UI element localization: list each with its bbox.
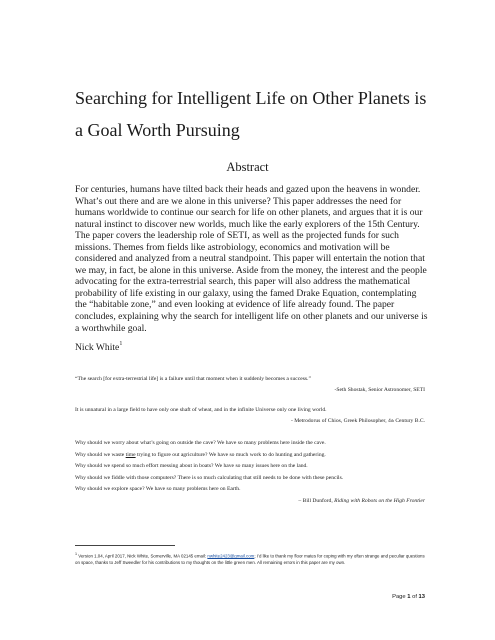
epigraph-attribution xyxy=(75,417,425,425)
question-line: Why should we fiddle with those computers? There is so much calculating that still needs to be done with these pencils. xyxy=(75,474,344,481)
footnote-mark: 1 xyxy=(75,552,78,556)
attribution-text-end: Century B.C. xyxy=(393,418,425,424)
author-name: Nick White xyxy=(75,342,120,353)
question-line: Why should we explore space? We have so many problems here on Earth. xyxy=(75,486,241,492)
question-text: Why should we waste xyxy=(75,451,126,458)
abstract-text: For centuries, humans have tilted back their heads and gazed upon the heavens in wonder. What’s out there and are we alone in this universe? This paper addresses the need for humans worldwide to continue our search for life on other planets, and argues that it is our natural instinct to discover new worlds, much like the early explorers of the 15th Century. The paper covers the leadership role of SETI, as well as the projected funds for such missions. Themes from fields like astrobiology, economics and motivation will be considered and analyzed from a neutral standpoint. This paper will entertain the notion that we may, in fact, be alone in this universe. Aside from the money, the interest and the people advocating for the extra-terrestrial search, this paper will also address the mathematical probability of life existing in our galaxy, using the famed Drake Equation, contemplating the “habitable zone,” and even looking at evidence of life already found. The paper concludes, explaining why the search for intelligent life on other planets and our universe is a worthwhile goal. xyxy=(75,184,428,334)
ordinal-suffix: th xyxy=(390,418,394,423)
email-link[interactable]: nwhite2423@gmail.com xyxy=(207,553,255,559)
question-list xyxy=(75,438,425,496)
attribution-text: - Metrodorus of Chios, Greek Philosopher, 4 xyxy=(290,418,391,424)
page-label: Page xyxy=(392,594,408,600)
epigraph-attribution xyxy=(75,497,425,505)
author-footnote-mark[interactable]: 1 xyxy=(119,341,123,347)
question-line: Why should we worry about what’s going on outside the cave? We have so many problems here inside the cave. xyxy=(75,440,326,446)
epigraph-text: It is unnatural in a large field to have only one shaft of wheat, and in the infinite Universe only one living world. xyxy=(75,407,327,413)
page-of: of xyxy=(410,594,419,600)
footnote-divider xyxy=(75,545,175,546)
question-text-end: trying to figure out agriculture? We have so much work to do hunting and gathering. xyxy=(135,451,326,458)
underlined-word: time xyxy=(125,451,136,458)
footnote-text: Version 1.04, April 2017, Nick White, Somerville, MA 02145 email: xyxy=(77,553,208,559)
epigraph-metrodorus xyxy=(75,406,425,425)
attribution-text: – Bill Dunford, xyxy=(298,497,335,504)
question-line xyxy=(75,450,425,462)
paper-title: Searching for Intelligent Life on Other Planets is a Goal Worth Pursuing xyxy=(75,88,427,140)
epigraph-dunford xyxy=(75,438,425,505)
page-number xyxy=(392,594,425,600)
epigraph-attribution: -Seth Shostak, Senior Astronomer, SETI xyxy=(334,387,425,393)
question-line: Why should we spend so much effort messing about in boats? We have so many issues here on the land. xyxy=(75,463,308,469)
attribution-work-title: Riding with Robots on the High Frontier xyxy=(334,497,425,504)
author-line xyxy=(75,342,122,353)
page-total: 13 xyxy=(418,594,425,600)
abstract-heading: Abstract xyxy=(226,160,269,174)
epigraph-text: “The search [for extra-terrestrial life] is a failure until that moment when it suddenly becomes a success.” xyxy=(75,376,311,382)
epigraph-shostak xyxy=(75,375,425,394)
page-current: 1 xyxy=(407,594,411,600)
footnote xyxy=(75,551,427,566)
footnote-text-end: ; I’d like to thank my floor mates for coping with my often strange and peculiar questions on space, thanks to Jeff Sweedler for his contributions to my thoughts on the little green men. All remaining errors in this paper are my own. xyxy=(75,553,425,565)
